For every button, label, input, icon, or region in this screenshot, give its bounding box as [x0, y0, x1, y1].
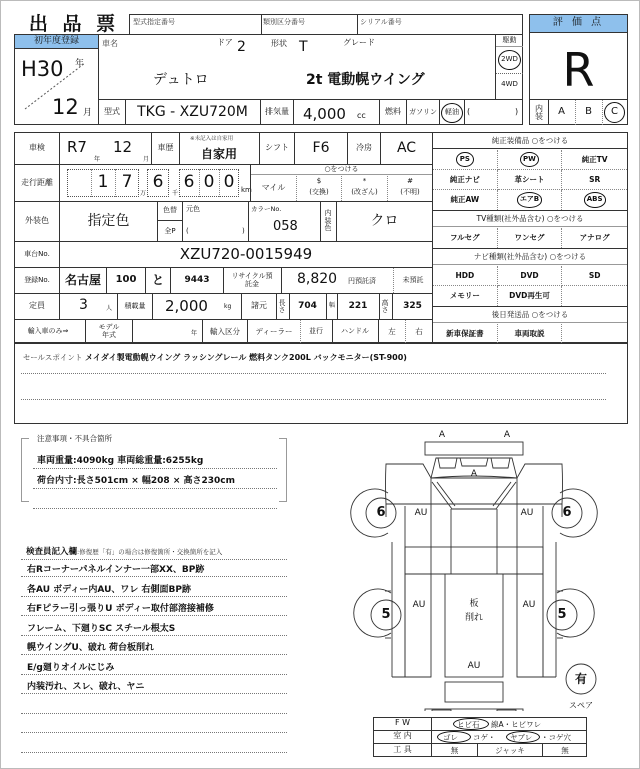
mileage-digit [67, 169, 91, 197]
capacity-value: 3 [79, 297, 88, 313]
mileage-mark-unknown-symbol[interactable]: # [407, 177, 413, 186]
front-tire-left-value: 6 [376, 505, 386, 521]
recycle-unpaid[interactable]: 未預託 [402, 275, 424, 284]
tv-type-option[interactable]: アナログ [579, 233, 610, 243]
inspector-line-rule [21, 654, 287, 655]
spec-label: 諸元 [251, 301, 267, 311]
tool-label: 工 具 [393, 744, 412, 754]
capacity-label: 定員 [29, 301, 45, 311]
inspection-label: 車検 [29, 143, 45, 153]
category-label: 類別区分番号 [263, 18, 305, 26]
genuine-equipment-grid [433, 150, 627, 210]
rating-label: 評 価 点 [530, 15, 627, 33]
tool-value: 無 [450, 745, 459, 755]
inspector-line-rule [21, 576, 287, 577]
rear-tire-left-value: 5 [381, 607, 391, 623]
genuine-equipment-option[interactable] [498, 170, 563, 190]
interior-rating-c[interactable]: C [604, 102, 625, 123]
load-unit: kg [224, 303, 232, 310]
sales-point-label: セールスポイント [23, 353, 83, 362]
first-registration-month: 12 [52, 95, 79, 119]
vehicle-name: デュトロ [153, 72, 209, 88]
genuine-equipment-label: 純正TV [581, 154, 608, 164]
genuine-equipment-option[interactable] [433, 150, 498, 170]
interior-rating-b[interactable]: B [585, 106, 592, 118]
room-label: 室 内 [393, 731, 412, 741]
windshield-mark: A [470, 469, 478, 480]
import-class-label: 輸入区分 [210, 326, 240, 336]
bumper-mark-right: A [503, 430, 511, 441]
bed-mark-line1: 板 [469, 599, 479, 610]
navi-type-option[interactable]: HDD [433, 266, 498, 286]
handle-left-option[interactable]: 左 [388, 326, 396, 336]
fuel-gasoline-option[interactable]: ガソリン [409, 107, 437, 116]
bumper-mark-left: A [438, 430, 446, 441]
inspector-line: E/g廻りオイルにじみ [27, 662, 115, 673]
interior-color-value: クロ [370, 213, 399, 230]
rating-score: R [562, 42, 595, 97]
exterior-color-label: 外装色 [25, 216, 49, 226]
inspection-month: 12 [113, 138, 133, 156]
genuine-equipment-option[interactable] [433, 170, 498, 190]
tv-type-header: TV種類(社外品含む) ○をつける [433, 211, 627, 227]
inspector-line-rule [21, 713, 287, 714]
height-value: 325 [403, 300, 422, 311]
recycle-value: 8,820 [297, 271, 338, 287]
handle-label: ハンドル [341, 326, 369, 335]
mileage-digit: 1 [97, 172, 109, 193]
width-value: 221 [348, 300, 368, 311]
color-no-value: 058 [273, 219, 298, 234]
later-shipment-option[interactable]: 新車保証書 [433, 324, 498, 343]
genuine-equipment-option[interactable] [498, 150, 563, 170]
recycle-label: リサイクル預託金 [231, 271, 273, 288]
genuine-equipment-label: ABS [584, 192, 606, 207]
navi-type-grid [433, 266, 627, 306]
registration-region: 名古屋 [64, 273, 101, 288]
inspector-line-rule [21, 615, 287, 616]
room-burnhole-option[interactable]: ・コゲ穴 [541, 733, 571, 742]
sheet-title: 出 品 票 [28, 13, 120, 36]
header-id-row [129, 14, 523, 34]
room-tear-option[interactable]: ヤブレ [510, 733, 533, 742]
tv-type-grid [433, 228, 627, 248]
navi-type-option[interactable]: メモリー [433, 286, 498, 306]
inspector-line-rule [21, 732, 287, 733]
history-value: 自家用 [201, 147, 238, 161]
mileage-km-unit: km [241, 186, 252, 194]
original-color-close: ) [242, 227, 245, 235]
navi-type-option[interactable]: DVD [498, 266, 563, 286]
cab [386, 458, 563, 509]
mileage-digit: 0 [223, 172, 235, 193]
navi-type-option[interactable]: DVD再生可 [498, 286, 563, 306]
doors-value: 2 [237, 39, 246, 55]
genuine-equipment-option[interactable] [433, 190, 498, 210]
chassis-number: XZU720-0015949 [179, 244, 313, 263]
inspector-line: フレーム、下廻りSC スチール根太S [27, 623, 176, 634]
rear-tire-right-value: 5 [557, 607, 567, 623]
spare-value: 有 [574, 671, 587, 686]
genuine-equipment-label: SR [589, 174, 601, 184]
front-side-right-mark: AU [520, 508, 534, 519]
inspection-year: R7 [67, 138, 87, 156]
chassis-label: 車台No. [24, 249, 50, 258]
mileage-label: 走行距離 [21, 177, 53, 187]
original-color-open: ( [186, 227, 189, 235]
fuel-label: 燃料 [385, 107, 401, 117]
registration-number: 9443 [184, 274, 210, 285]
mileage-digit: 7 [121, 172, 133, 193]
rear-side-right-mark: AU [522, 600, 536, 611]
inspector-line: 幌ウイングU、破れ 荷台板削れ [27, 643, 154, 653]
notes-box [21, 438, 287, 502]
navi-type-option[interactable] [562, 286, 627, 306]
first-registration-year: H30 [21, 57, 64, 81]
first-registration-label: 初年度登録 [15, 35, 98, 49]
genuine-equipment-label: PS [456, 152, 474, 167]
width-label: 幅 [328, 302, 335, 310]
tool-value: 無 [561, 745, 569, 755]
genuine-equipment-option[interactable] [498, 190, 563, 210]
later-shipment-header: 後日発送品 ○をつける [433, 307, 627, 323]
genuine-equipment-label: PW [520, 152, 539, 167]
notes-label: 注意事項・不具合箇所 [37, 434, 112, 443]
fw-label: F W [394, 718, 411, 728]
ac-label: 冷房 [356, 143, 372, 153]
drive-2wd-option[interactable]: 2WD [498, 50, 521, 70]
type-designation-label: 型式指定番号 [133, 18, 175, 26]
rear-panel-mark: AU [467, 661, 481, 672]
fuel-diesel-option[interactable]: 軽油 [441, 103, 463, 123]
door-label: ドア [217, 38, 233, 47]
inspector-line: 内装汚れ、スレ、破れ、ヤニ [27, 682, 145, 692]
navi-type-header: ナビ種類(社外品含む) ○をつける [433, 249, 627, 265]
mileage-mark-tampered-symbol[interactable]: * [362, 177, 367, 186]
inspector-line: 右Rコーナーパネルインナー一部XX、BP跡 [27, 565, 205, 575]
registration-kana: と [151, 273, 164, 288]
interior-rating-a[interactable]: A [558, 106, 565, 118]
inspection-year-unit: 年 [94, 156, 101, 163]
mileage-mark-unknown-desc: (不明) [400, 188, 420, 197]
shift-value: F6 [312, 140, 330, 157]
genuine-equipment-label: 革シート [514, 174, 545, 184]
grade-label: グレード [343, 38, 375, 47]
tool-value: ジャッキ [495, 745, 525, 755]
import-dealer-option[interactable]: ディーラー [255, 326, 293, 336]
inspector-header-rule [21, 559, 287, 560]
mileage-digit: 6 [152, 172, 164, 193]
fw-chip-option[interactable]: ヒビ石 [457, 720, 480, 729]
genuine-equipment-option[interactable] [562, 150, 627, 170]
inspector-sublabel: :修復歴「有」の場合は修復箇所・交換箇所を記入 [77, 548, 223, 556]
sales-point-text: メイダイ製電動幌ウイング ラッシングレール 燃料タンク200L バックモニター(ST-900) [85, 353, 407, 362]
rear-side-left-mark: AU [412, 600, 426, 611]
note-line: 車両重量:4090kg 車両総重量:6255kg [37, 456, 204, 466]
inspector-line-rule [21, 674, 287, 675]
mileage-mark-header: ○をつける [251, 165, 432, 175]
interior-rating-label: 内装 [535, 103, 543, 121]
room-dirt-option[interactable]: ゴレ [443, 733, 458, 742]
shift-label: シフト [265, 143, 289, 153]
history-label: 車歴 [157, 143, 174, 153]
later-shipment-option[interactable] [562, 324, 627, 343]
inspector-line: 右Fピラー引っ張りU ボディー取付部溶接補修 [27, 604, 214, 614]
note-line: 荷台内寸:長さ501cm × 幅208 × 高さ230cm [37, 476, 236, 486]
displacement-label: 排気量 [265, 107, 289, 117]
color-change-label: 色替 [158, 202, 182, 221]
room-burn-option[interactable]: コゲ・ [473, 733, 496, 742]
later-shipment-grid [433, 324, 627, 343]
inspector-line-rule [21, 596, 287, 597]
mileage-mark-exchange-desc: (交換) [309, 188, 329, 197]
genuine-equipment-header: 純正装備品 ○をつける [433, 133, 627, 149]
inspector-label-main: 検査員記入欄 [26, 547, 78, 557]
drive-label: 駆動 [496, 35, 523, 47]
year-unit: 年 [75, 59, 85, 69]
mileage-sen-unit: 千 [172, 190, 179, 197]
registration-class: 100 [115, 274, 137, 286]
genuine-equipment-label: エアB [517, 192, 542, 207]
bed-mark-line2: 削れ [464, 613, 483, 624]
later-shipment-option[interactable]: 車両取説 [498, 324, 563, 343]
genuine-equipment-option[interactable] [562, 190, 627, 210]
spare-label: スペア [569, 700, 593, 710]
model-year-label: モデル年式 [98, 323, 120, 339]
color-no-label: カラーNo. [251, 205, 282, 213]
model-label: 型式 [104, 107, 120, 117]
tv-type-option[interactable]: フルセグ [433, 228, 498, 248]
mileage-mark-mile[interactable]: マイル [261, 183, 286, 193]
mileage-digit: 6 [183, 172, 195, 193]
original-color-label: 元色 [186, 205, 200, 213]
recycle-status: 円預託済 [348, 277, 376, 285]
genuine-equipment-label: 純正ナビ [449, 174, 480, 184]
name-label: 車名 [102, 39, 118, 48]
front-bumper [425, 442, 523, 455]
front-side-left-mark: AU [414, 508, 428, 519]
mileage-digit: 0 [203, 172, 215, 193]
shape-value: T [299, 39, 308, 55]
length-value: 704 [298, 300, 317, 311]
inspector-line-rule [21, 635, 287, 636]
inspector-label [26, 545, 222, 557]
inspection-month-unit: 月 [143, 156, 150, 163]
mileage-mark-exchange-symbol[interactable]: $ [316, 177, 322, 186]
mileage-man-unit: 万 [140, 190, 147, 197]
displacement-unit: cc [357, 111, 366, 120]
history-note: ※未記入は自家用 [190, 136, 234, 142]
mileage-mark-tampered-desc: (改ざん) [351, 188, 378, 197]
load-value: 2,000 [165, 297, 208, 315]
drive-4wd-option[interactable]: 4WD [501, 80, 518, 89]
load-label: 積載量 [124, 301, 146, 310]
model-year-unit: 年 [191, 330, 198, 337]
month-unit: 月 [83, 108, 93, 118]
inspector-line-rule [21, 752, 287, 753]
registration-label: 登録No. [24, 275, 50, 284]
serial-label: シリアル番号 [360, 18, 402, 26]
length-label: 長さ [278, 298, 286, 314]
inspector-line-rule [21, 693, 287, 694]
genuine-equipment-label: 純正AW [450, 195, 480, 205]
inspector-line: 各AU ボディー内AU、ワレ 右側面BP跡 [27, 584, 191, 595]
handle-right-option[interactable]: 右 [415, 326, 423, 336]
interior-color-label: 内装色 [324, 208, 332, 233]
tv-type-option[interactable]: ワンセグ [498, 228, 563, 248]
capacity-unit: 人 [106, 305, 113, 312]
import-parallel-option[interactable]: 並行 [309, 326, 323, 335]
displacement-value: 4,000 [303, 105, 346, 123]
shape-label: 形状 [271, 39, 287, 48]
fuel-other-open: ( [467, 107, 471, 116]
exterior-color-value: 指定色 [87, 213, 130, 230]
all-paint-label: 全P [164, 226, 176, 235]
height-label: 高さ [381, 298, 389, 314]
front-tire-right-value: 6 [562, 505, 572, 521]
grade-value: 2t 電動幌ウイング [306, 72, 425, 88]
ac-value: AC [396, 140, 417, 157]
model-value: TKG - XZU720M [137, 104, 248, 121]
genuine-equipment-option[interactable] [562, 170, 627, 190]
navi-type-option[interactable]: SD [562, 266, 627, 286]
fw-crack-option[interactable]: 線A・ヒビワレ [491, 720, 542, 729]
import-label: 輸入車のみ⇒ [27, 326, 69, 335]
fuel-other-close: ) [515, 107, 519, 116]
